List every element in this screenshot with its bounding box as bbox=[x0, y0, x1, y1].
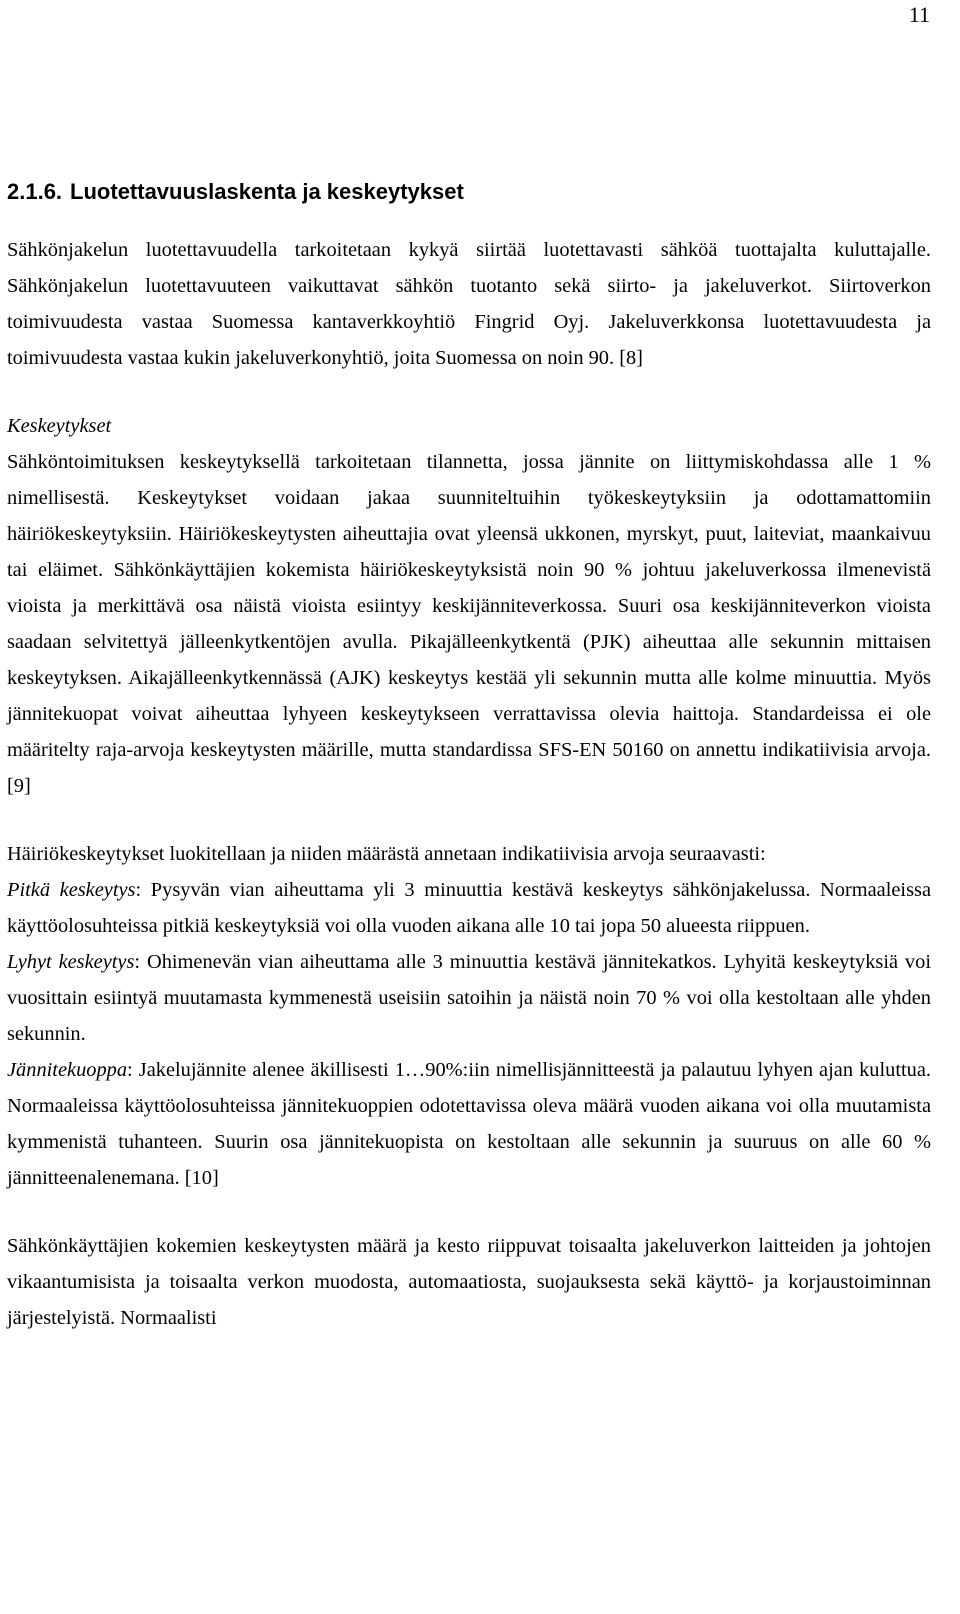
section-heading bbox=[7, 172, 931, 212]
document-body bbox=[7, 172, 931, 1336]
classification-intro: Häiriökeskeytykset luokitellaan ja niiden määrästä annetaan indikatiivisia arvoja seuraavasti: bbox=[7, 843, 766, 865]
definition-term: Lyhyt keskeytys bbox=[7, 951, 135, 973]
page-number: 11 bbox=[908, 2, 930, 27]
section-title: Luotettavuuslaskenta ja keskeytykset bbox=[70, 179, 464, 204]
definition-term: Pitkä keskeytys bbox=[7, 879, 136, 901]
keskeytykset-subheading: Keskeytykset bbox=[7, 415, 112, 437]
intro-paragraph: Sähkönjakelun luotettavuudella tarkoitetaan kykyä siirtää luotettavasti sähköä tuottajalta kuluttajalle. Sähkönjakelun luotettavuuteen vaikuttavat sähkön tuotanto sekä siirto- ja jakeluverkot. Siirtoverkon toimivuudesta vastaa Suomessa kantaverkkoyhtiö Fingrid Oyj. Jakeluverkkonsa luotettavuudesta ja toimivuudesta vastaa kukin jakeluverkonyhtiö, joita Suomessa on noin 90. [8] bbox=[7, 239, 931, 369]
definition-item-lyhyt-keskeytys bbox=[7, 944, 931, 1052]
definition-text: : Jakelujännite alenee äkillisesti 1…90%:iin nimellisjännitteestä ja palautuu lyhyen ajan kuluttua. Normaaleissa käyttöolosuhteissa jännitekuoppien odotettavissa oleva määrä vuoden aikana voi olla muutamista kymmenistä tuhanteen. Suurin osa jännitekuopista on kestoltaan alle sekunnin ja suuruus on alle 60 % jännitteenalenemana. [10] bbox=[7, 1059, 931, 1189]
definition-text: : Ohimenevän vian aiheuttama alle 3 minuuttia kestävä jännitekatkos. Lyhyitä keskeytyksiä voi vuosittain esiintyä muutamasta kymmenestä useisiin satoihin ja näistä noin 70 % voi olla kestoltaan alle yhden sekunnin. bbox=[7, 951, 931, 1045]
section-number: 2.1.6. bbox=[7, 179, 63, 204]
definition-item-jannitekuoppa bbox=[7, 1052, 931, 1196]
definition-text: : Pysyvän vian aiheuttama yli 3 minuuttia kestävä keskeytys sähkönjakelussa. Normaaleissa käyttöolosuhteissa pitkiä keskeytyksiä voi olla vuoden aikana alle 10 tai jopa 50 alueesta riippuen. bbox=[7, 879, 932, 937]
definition-term: Jännitekuoppa bbox=[7, 1059, 128, 1081]
definition-item-pitka-keskeytys bbox=[7, 872, 931, 944]
keskeytykset-paragraph: Sähköntoimituksen keskeytyksellä tarkoitetaan tilannetta, jossa jännite on liittymiskohdassa alle 1 % nimellisestä. Keskeytykset voidaan jakaa suunniteltuihin työkeskeytyksiin ja odottamattomiin häiriökeskeytyksiin. Häiriökeskeytysten aiheuttajia ovat yleensä ukkonen, myrskyt, puut, laiteviat, maankaivuu tai eläimet. Sähkönkäyttäjien kokemista häiriökeskeytyksistä noin 90 % johtuu jakeluverkossa ilmenevistä vioista ja merkittävä osa näistä vioista esiintyy keskijänniteverkossa. Suuri osa keskijänniteverkon vioista saadaan selvitettyä jälleenkytkentöjen avulla. Pikajälleenkytkentä (PJK) aiheuttaa alle sekunnin mittaisen keskeytyksen. Aikajälleenkytkennässä (AJK) keskeytys kestää yli sekunnin mutta alle kolme minuuttia. Myös jännitekuopat voivat aiheuttaa lyhyeen keskeytykseen verrattavissa olevia haittoja. Standardeissa ei ole määritelty raja-arvoja keskeytysten määrille, mutta standardissa SFS-EN 50160 on annettu indikatiivisia arvoja. [9] bbox=[7, 451, 931, 797]
final-paragraph: Sähkönkäyttäjien kokemien keskeytysten määrä ja kesto riippuvat toisaalta jakeluverkon laitteiden ja johtojen vikaantumisista ja toisaalta verkon muodosta, automaatiosta, suojauksesta sekä käyttö- ja korjaustoiminnan järjestelyistä. Normaalisti bbox=[7, 1235, 931, 1329]
